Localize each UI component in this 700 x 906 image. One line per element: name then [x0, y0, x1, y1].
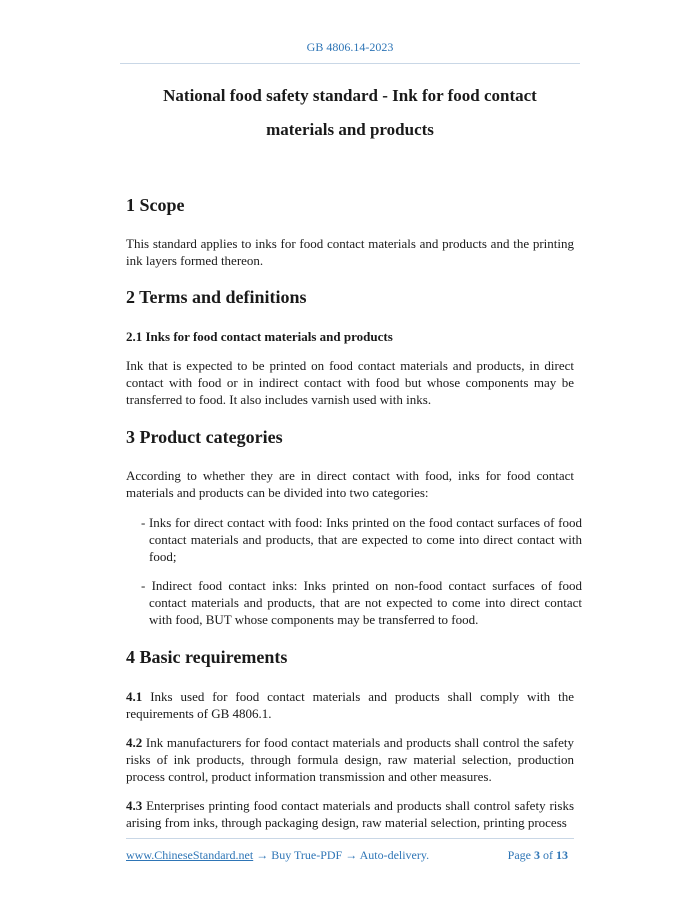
document-title-line-2: materials and products	[266, 120, 434, 139]
requirement-text: Inks used for food contact materials and products shall comply with the requirements of GB 4806.1.	[126, 689, 574, 721]
section-heading-scope: 1 Scope	[126, 195, 185, 215]
requirement-text: Enterprises printing food contact materials and products shall control safety risks arising from inks, through packaging design, raw material selection, printing process	[126, 798, 574, 830]
categories-intro-paragraph: According to whether they are in direct contact with food, inks for food contact materials and products can be divided into two categories:	[126, 468, 574, 500]
requirement-4-3	[126, 797, 574, 831]
section-heading-terms: 2 Terms and definitions	[126, 287, 307, 307]
page-indicator	[508, 848, 568, 863]
requirement-number: 4.1	[126, 689, 143, 704]
page-of: of	[543, 848, 553, 862]
page-total: 13	[556, 848, 568, 862]
promo-text: → Buy True-PDF → Auto-delivery.	[253, 848, 430, 862]
page-current: 3	[534, 848, 540, 862]
terms-paragraph: Ink that is expected to be printed on food contact materials and products, in direct contact with food or in indirect contact with food but whose components may be transferred to food. It also includes varnish used with inks.	[126, 358, 574, 407]
category-bullet-direct: - Inks for direct contact with food: Inks printed on the food contact surfaces of food contact materials and products, that are expected to come into direct contact with food;	[141, 515, 582, 564]
requirement-number: 4.3	[126, 798, 143, 813]
document-title-line-1: National food safety standard - Ink for food contact	[163, 86, 537, 105]
scope-paragraph: This standard applies to inks for food contact materials and products and the printing ink layers formed thereon.	[126, 236, 574, 268]
running-header: GB 4806.14-2023	[306, 40, 394, 54]
section-heading-categories: 3 Product categories	[126, 427, 283, 447]
requirement-text: Ink manufacturers for food contact materials and products shall control the safety risks of ink products, through formula design, raw material selection, production process control, product information transmission and other measures.	[126, 735, 574, 784]
category-bullet-indirect: - Indirect food contact inks: Inks printed on non-food contact surfaces of food contact materials and products, that are not expected to come into direct contact with food, BUT whose components may be transferred to food.	[141, 578, 582, 627]
footer-divider	[126, 838, 574, 839]
page-label: Page	[507, 848, 531, 862]
requirement-4-2	[126, 734, 574, 785]
header-divider	[120, 63, 580, 64]
section-heading-basic-requirements: 4 Basic requirements	[126, 647, 288, 667]
subsection-heading-2-1: 2.1 Inks for food contact materials and products	[126, 329, 393, 344]
requirement-4-1	[126, 688, 574, 722]
requirement-number: 4.2	[126, 735, 143, 750]
page-footer	[126, 848, 574, 863]
website-link[interactable]: www.ChineseStandard.net	[126, 848, 254, 862]
